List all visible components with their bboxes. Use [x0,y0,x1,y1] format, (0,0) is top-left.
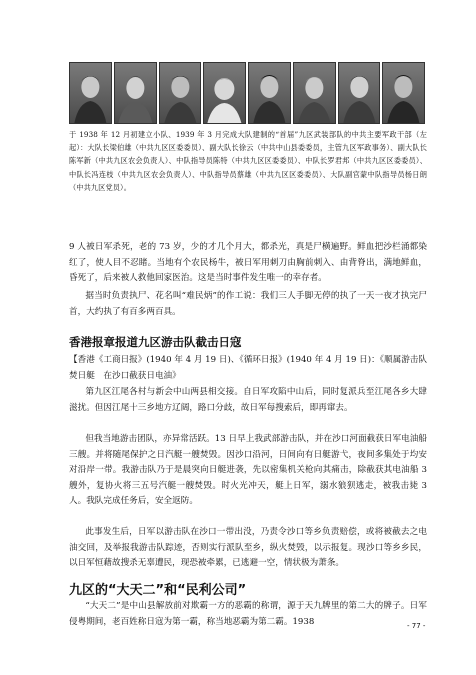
body-paragraph: 据当时负责执尸、花名叫“难民炳”的作工说：我们三人手脚无停的执了一天一夜才执完尸首，大约执了有百多两百具。 [69,291,427,317]
body-paragraph: 第九区江尾各村与新会中山两县相交接。自日军攻陷中山后，同时复派兵至江尾各乡大肆滋扰。但因江尾十三乡地方辽阔，路口分歧，故日军每搜索后，即再窜去。 [69,387,427,413]
body-paragraph: 此事发生后，日军以游击队在沙口一带出没，乃责令沙口等乡负责赔偿，或将被截去之电油交回，及举报我游击队踪迹，否则实行派队至乡，纵火焚毁，以示报复。现沙口等乡乡民，以日军恒藉故搜杀无辜遭民，现恐被牵累，已逃避一空，情状极为萧条。 [69,527,427,569]
body-paragraph: 但我当地游击团队，亦异常活跃。13 日早上我武部游击队，并在沙口河面截获日军电油船三艘。并将随尾保护之日汽艇一艘焚毁。因沙口沿河，日间向有日艇游弋，夜间多集处于均安对沿岸一带。我游击队乃于是晨突向日艇进袭，先以密集机关枪向其痛击，除截获其电油船 3 艘外，复协火将三五号汽艇一艘焚毁。时火光冲天，艇上日军，溺水狼狈逃走，被我击毙 3 人。我队完成任务后，安全返防。 [69,434,427,507]
portrait-photo [203,62,246,124]
page-number: - 77 - [407,622,426,630]
portrait-photo [293,62,336,124]
portrait-photo [248,62,291,124]
portrait-photo [114,62,157,124]
body-paragraph: “大天二”是中山县解放前对欺霸一方的恶霸的称谓，源于天九牌里的第二大的牌子。日军侵粤期间，老百姓称日寇为第一霸，称当地恶霸为第二霸。1938 [69,601,427,627]
section-heading: 香港报章报道九区游击队截击日寇 [69,335,242,349]
portrait-photo [382,62,425,124]
body-paragraph: 9 人被日军杀死，老的 73 岁，少的才几个月大，都杀光，真是尸横遍野。鲜血把沙栏涌都染红了，使人目不忍睹。当地有个农民杨牛，被日军用刺刀由胸前刺入、由背脊出，满地鲜血，昏死了，后来被人救他回家医治。这是当时事件发生唯一的幸存者。 [69,242,427,284]
portrait-photo [69,62,112,124]
section-heading: 九区的“大天二”和“民利公司” [69,583,247,598]
historical-portrait-photo-strip [69,62,425,122]
news-source-line: 【香港《工商日报》(1940 年 4 月 19 日)、《循环日报》(1940 年 4 月 19 日)：《顺属游击队焚日艇 在沙口截获日电油》 [69,355,427,381]
photo-caption: 于 1938 年 12 月初建立小队、1939 年 3 月完成大队建制的“首届”九区武装部队的中共主要军政干部（左起）：大队长梁伯雄（中共九区区委委员）、副大队长徐云（中共中山县委委员，主管九区军政事务）、副大队长陈军新（中共九区农会负责人）、中队指导员陈特（中共九区区委委员）、中队长罗君邦（中共九区区委委员）、中队长冯连枝（中共九区农会负责人）、中队指导员蔡雄（中共九区区委委员）、大队副官蒙中队指导员杨日朗（中共九区党员）。 [69,130,427,192]
portrait-photo [159,62,202,124]
portrait-photo [338,62,381,124]
